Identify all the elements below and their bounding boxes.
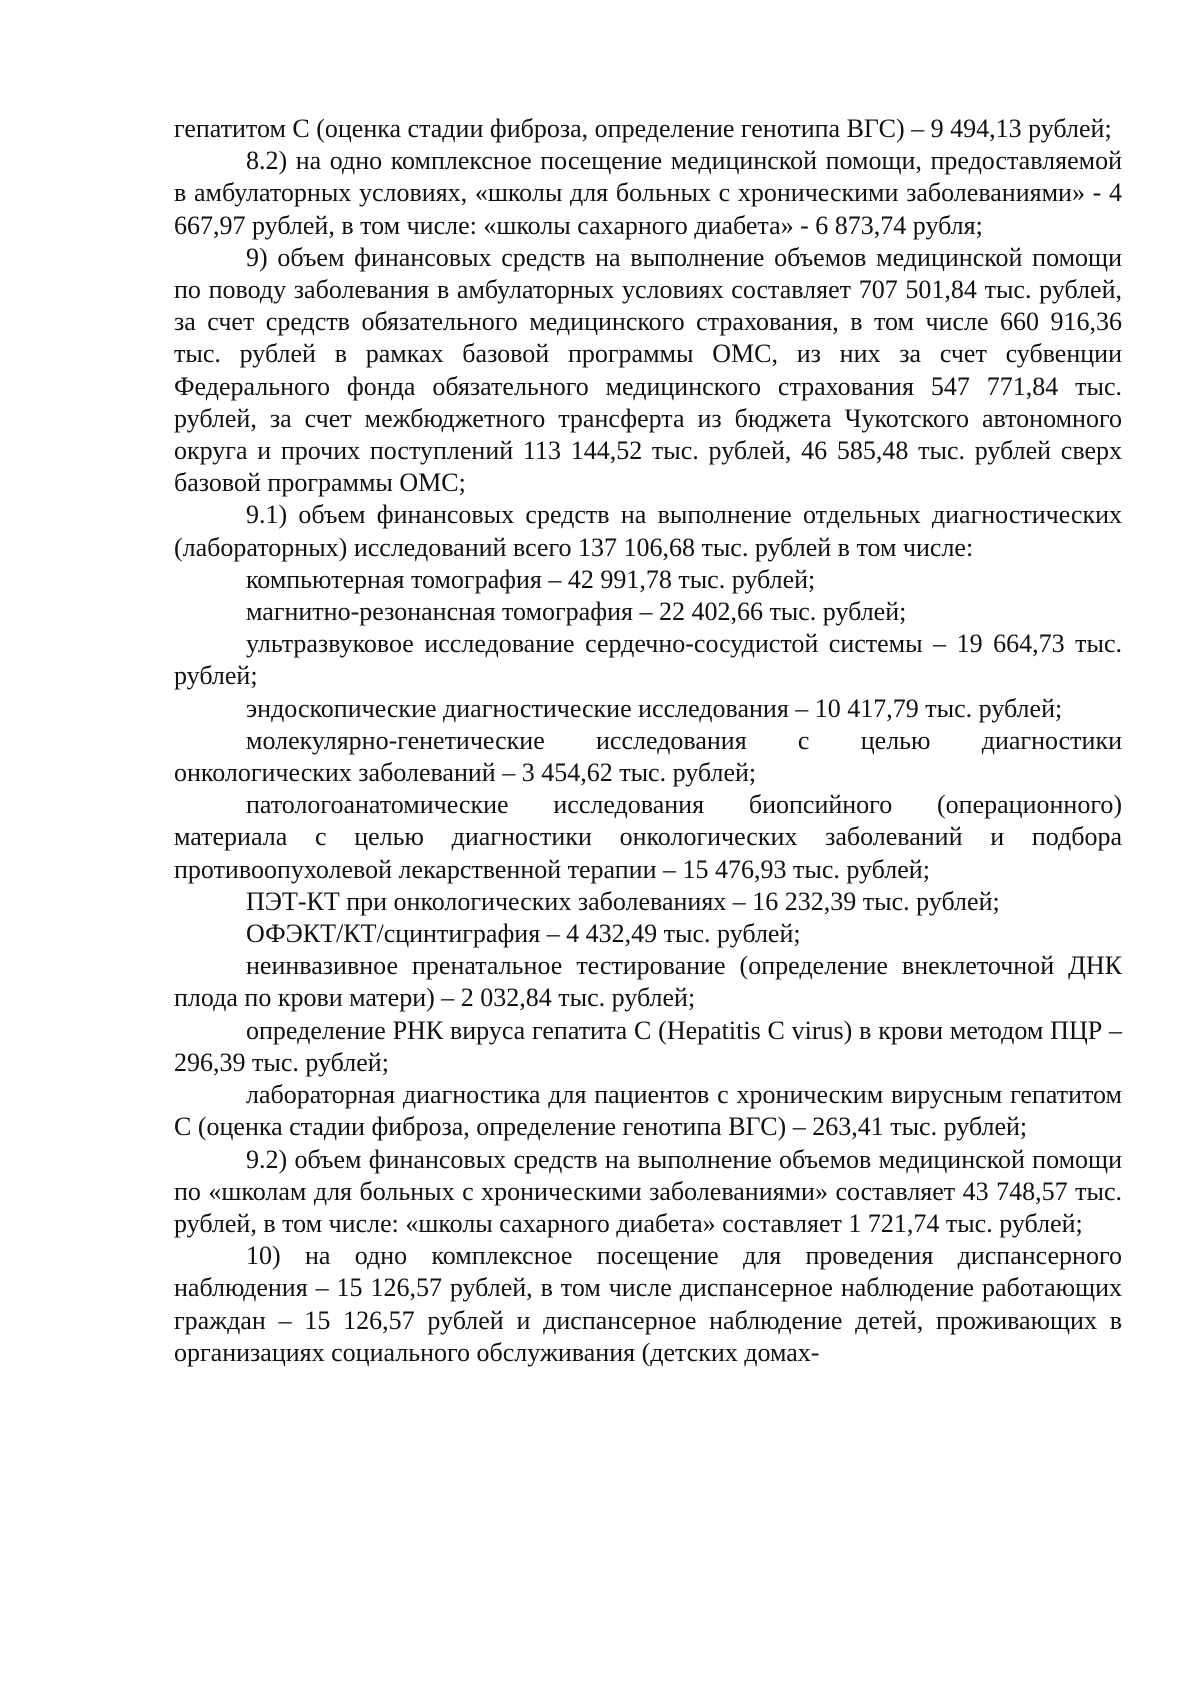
paragraph-9-2: 9.2) объем финансовых средств на выполнение объемов медицинской помощи по «школам для больных с хроническими заболеваниями» составляет 43 748,57 тыс. рублей, в том числе: «школы сахарного диабета» составляет 1 721,74 тыс. рублей; <box>174 1144 1122 1238</box>
paragraph-8-2: 8.2) на одно комплексное посещение медицинской помощи, предоставляемой в амбулаторных условиях, «школы для больных с хроническими заболеваниями» - 4 667,97 рублей, в том числе: «школы сахарного диабета» - 6 873,74 рубля; <box>174 146 1122 240</box>
list-item: лабораторная диагностика для пациентов с хроническим вирусным гепатитом С (оценка стадии фиброза, определение генотипа ВГС) – 263,41 тыс. рублей; <box>174 1080 1122 1142</box>
list-item: эндоскопические диагностические исследования – 10 417,79 тыс. рублей; <box>246 693 1063 723</box>
document-text <box>174 113 1122 1369</box>
paragraph-10: 10) на одно комплексное посещение для проведения диспансерного наблюдения – 15 126,57 рублей, в том числе диспансерное наблюдение работающих граждан – 15 126,57 рублей и диспансерное наблюдение детей, проживающих в организациях социального обслуживания (детских домах- <box>174 1241 1122 1367</box>
list-item: патологоанатомические исследования биопсийного (операционного) материала с целью диагностики онкологических заболеваний и подбора противоопухолевой лекарственной терапии – 15 476,93 тыс. рублей; <box>174 790 1122 884</box>
list-item: определение РНК вируса гепатита С (Hepatitis C virus) в крови методом ПЦР – 296,39 тыс. рублей; <box>174 1015 1122 1077</box>
list-item: ультразвуковое исследование сердечно-сосудистой системы – 19 664,73 тыс. рублей; <box>174 629 1122 691</box>
list-item: ОФЭКТ/КТ/сцинтиграфия – 4 432,49 тыс. рублей; <box>246 919 801 949</box>
list-item: магнитно-резонансная томография – 22 402,66 тыс. рублей; <box>246 597 907 627</box>
list-item: неинвазивное пренатальное тестирование (определение внеклеточной ДНК плода по крови матери) – 2 032,84 тыс. рублей; <box>174 951 1122 1013</box>
list-item: молекулярно-генетические исследования с целью диагностики онкологических заболеваний – 3 454,62 тыс. рублей; <box>174 725 1122 788</box>
list-item: ПЭТ-КТ при онкологических заболеваниях – 16 232,39 тыс. рублей; <box>246 886 1000 916</box>
paragraph-9-1: 9.1) объем финансовых средств на выполнение отдельных диагностических (лабораторных) исследований всего 137 106,68 тыс. рублей в том числе: <box>174 500 1122 562</box>
paragraph-9: 9) объем финансовых средств на выполнение объемов медицинской помощи по поводу заболевания в амбулаторных условиях составляет 707 501,84 тыс. рублей, за счет средств обязательного медицинского страхования, в том числе 660 916,36 тыс. рублей в рамках базовой программы ОМС, из них за счет субвенции Федерального фонда обязательного медицинского страхования 547 771,84 тыс. рублей, за счет межбюджетного трансферта из бюджета Чукотского автономного округа и прочих поступлений 113 144,52 тыс. рублей, 46 585,48 тыс. рублей сверх базовой программы ОМС; <box>174 242 1122 498</box>
paragraph-continuation: гепатитом С (оценка стадии фиброза, определение генотипа ВГС) – 9 494,13 рублей; <box>174 114 1112 143</box>
list-item: компьютерная томография – 42 991,78 тыс. рублей; <box>246 564 816 594</box>
